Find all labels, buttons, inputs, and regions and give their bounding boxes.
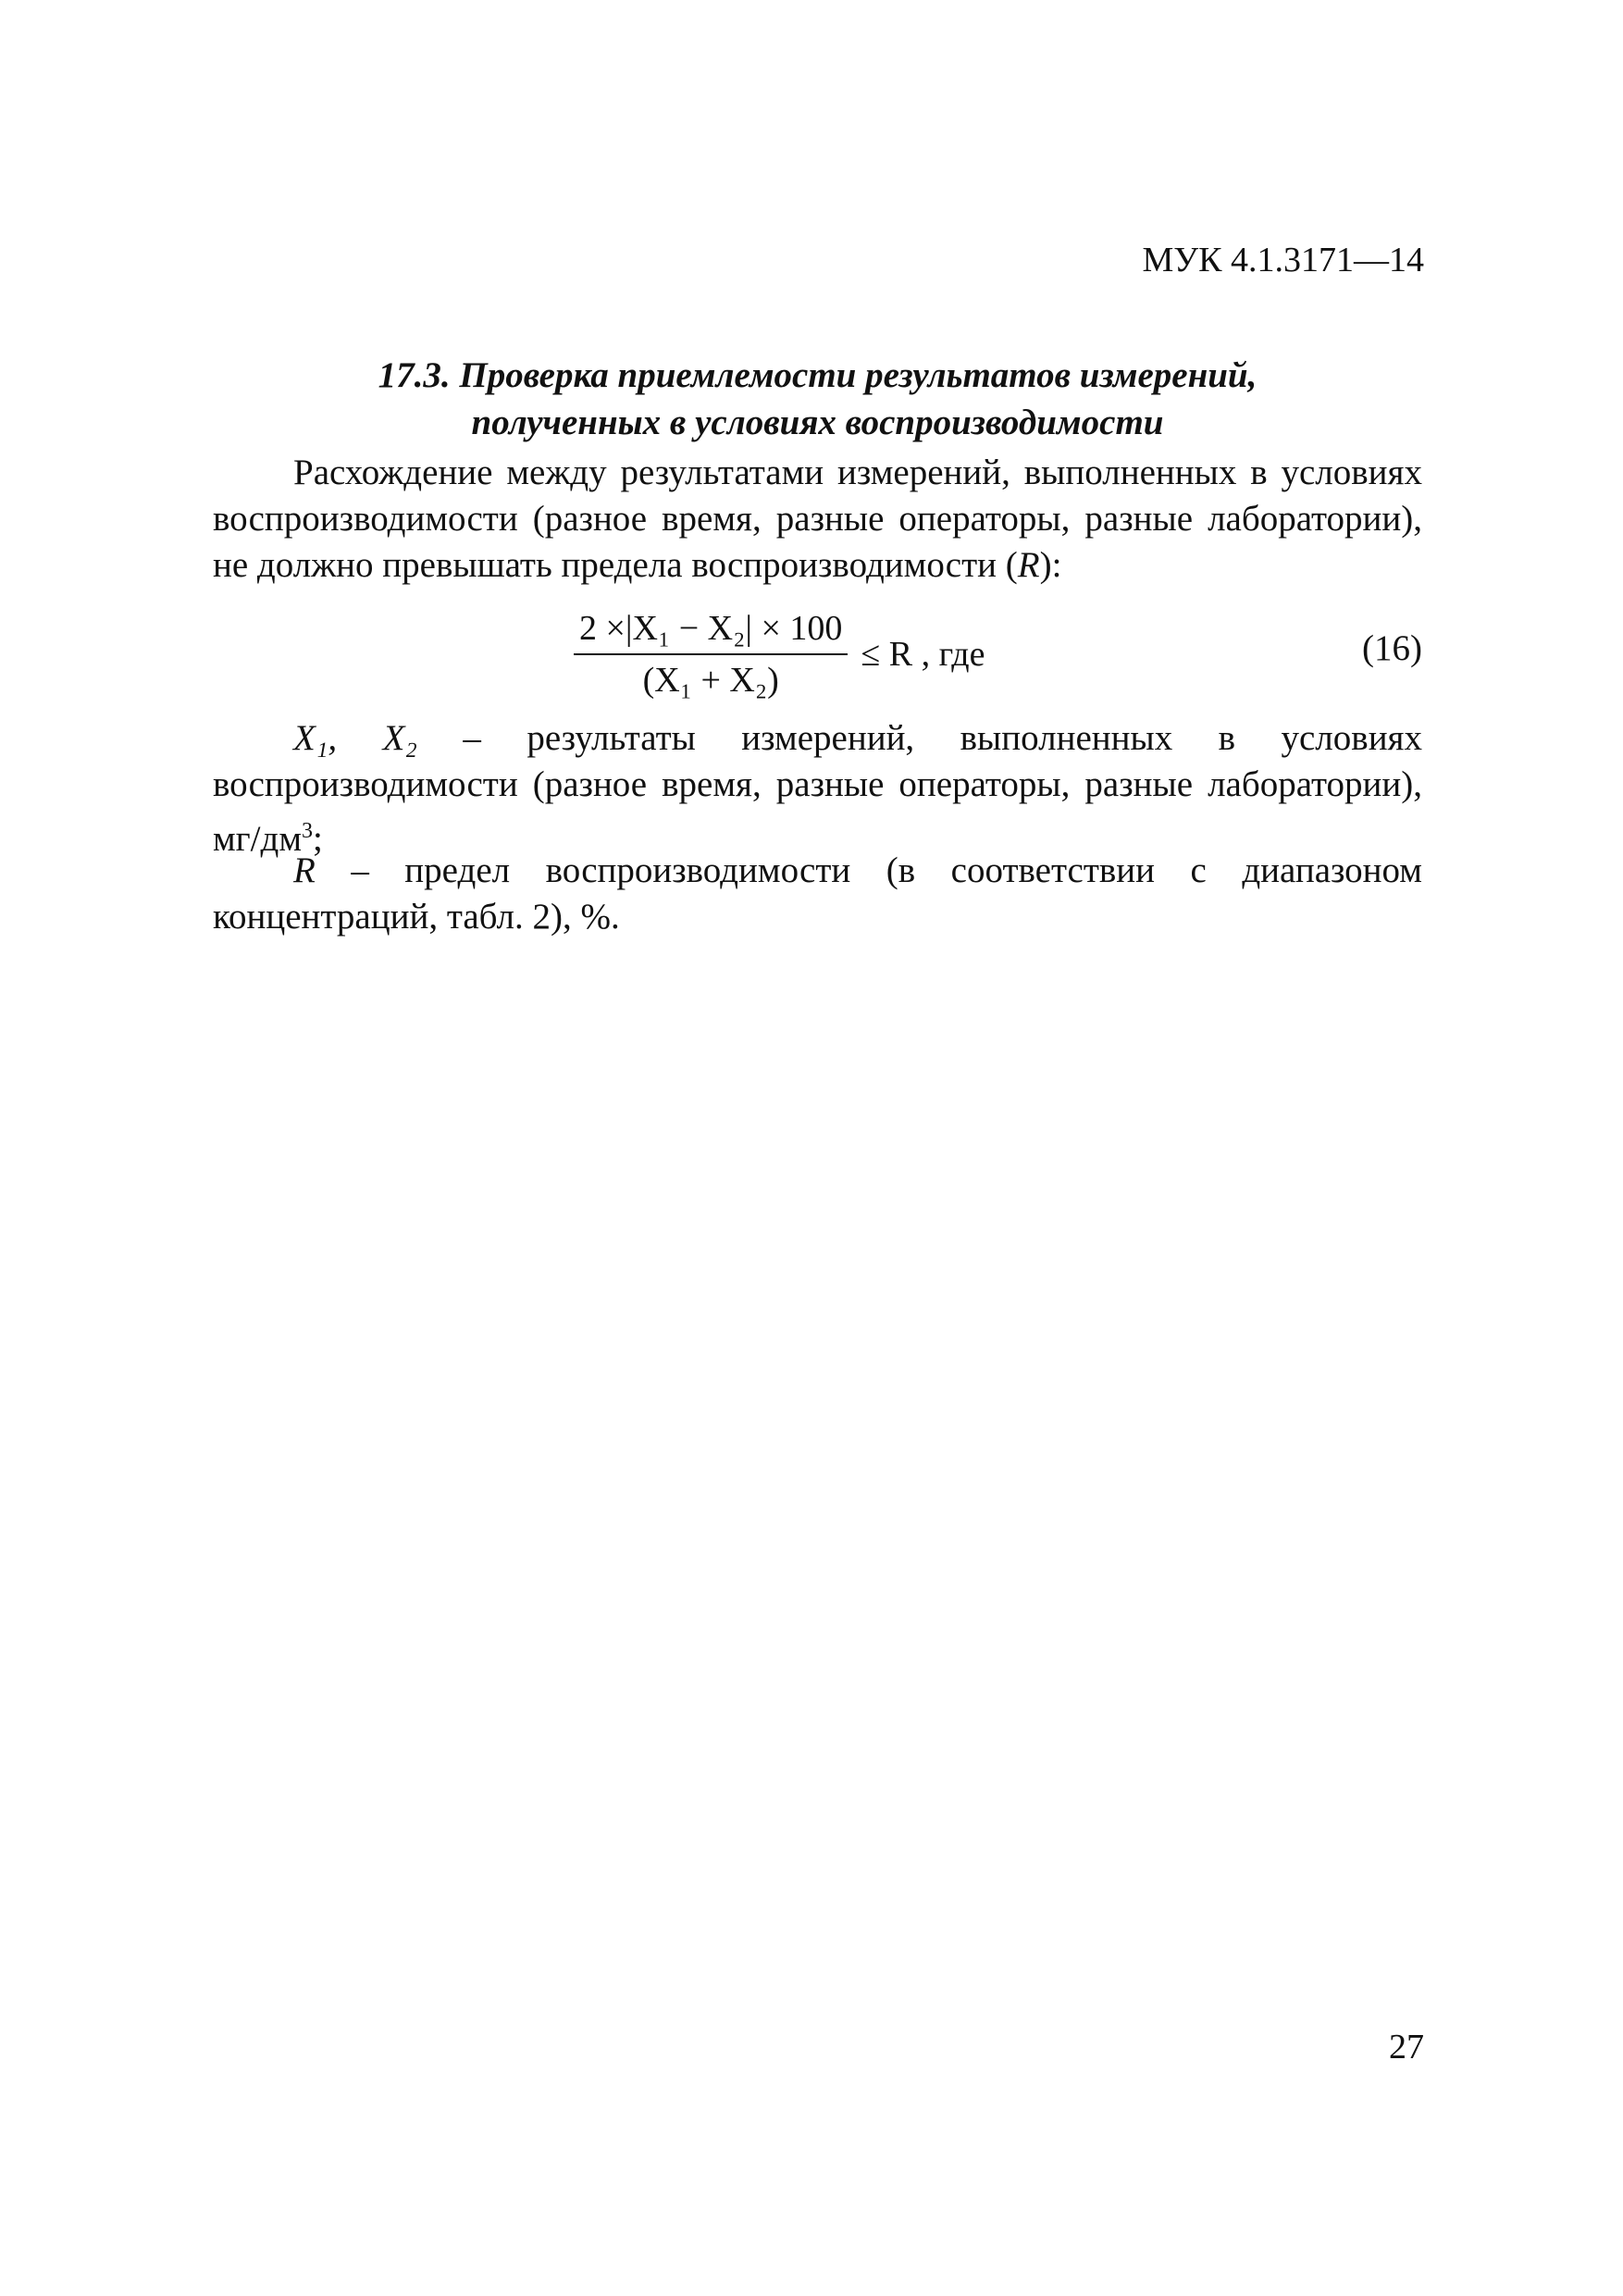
document-code-header: МУК 4.1.3171—14	[1142, 241, 1424, 279]
paragraph-requirement	[213, 450, 1422, 589]
symbol-R-def: R	[293, 850, 316, 890]
formula-numerator: 2 ×|X₁ − X₂| × 100	[579, 609, 843, 648]
definition-r	[213, 848, 1422, 940]
paragraph-text: Расхождение между результатами измерений, выполненных в условиях воспроизводимости (разное время, разные операторы, разные лаборатории), не должно превышать предела воспроизводимости (	[213, 453, 1422, 585]
equation-number: (16)	[1362, 628, 1422, 668]
definition-r-text: – предел воспроизводимости (в соответствии с диапазоном концентраций, табл. 2), %.	[213, 850, 1422, 937]
formula	[574, 607, 985, 701]
section-heading-line-1: 17.3. Проверка приемлемости результатов измерений,	[378, 355, 1258, 395]
formula-row	[213, 607, 1422, 700]
superscript-3: 3	[302, 819, 314, 843]
paragraph-text-end: ):	[1039, 545, 1062, 585]
section-heading	[213, 352, 1422, 446]
section-heading-line-2: полученных в условиях воспроизводимости	[471, 403, 1164, 442]
page-number: 27	[1389, 2028, 1424, 2066]
definition-x-end: ;	[313, 819, 323, 859]
formula-fraction	[574, 607, 848, 701]
formula-denominator: (X₁ + X₂)	[642, 661, 779, 700]
symbol-R: R	[1017, 545, 1040, 585]
definition-x-text: – результаты измерений, выполненных в условиях воспроизводимости (разное время, разные операторы, разные лаборатории), мг/дм	[213, 718, 1422, 859]
symbol-x1-x2: X₁, X₂	[293, 718, 417, 758]
definition-x	[213, 715, 1422, 863]
formula-relation: ≤ R , где	[861, 635, 985, 674]
